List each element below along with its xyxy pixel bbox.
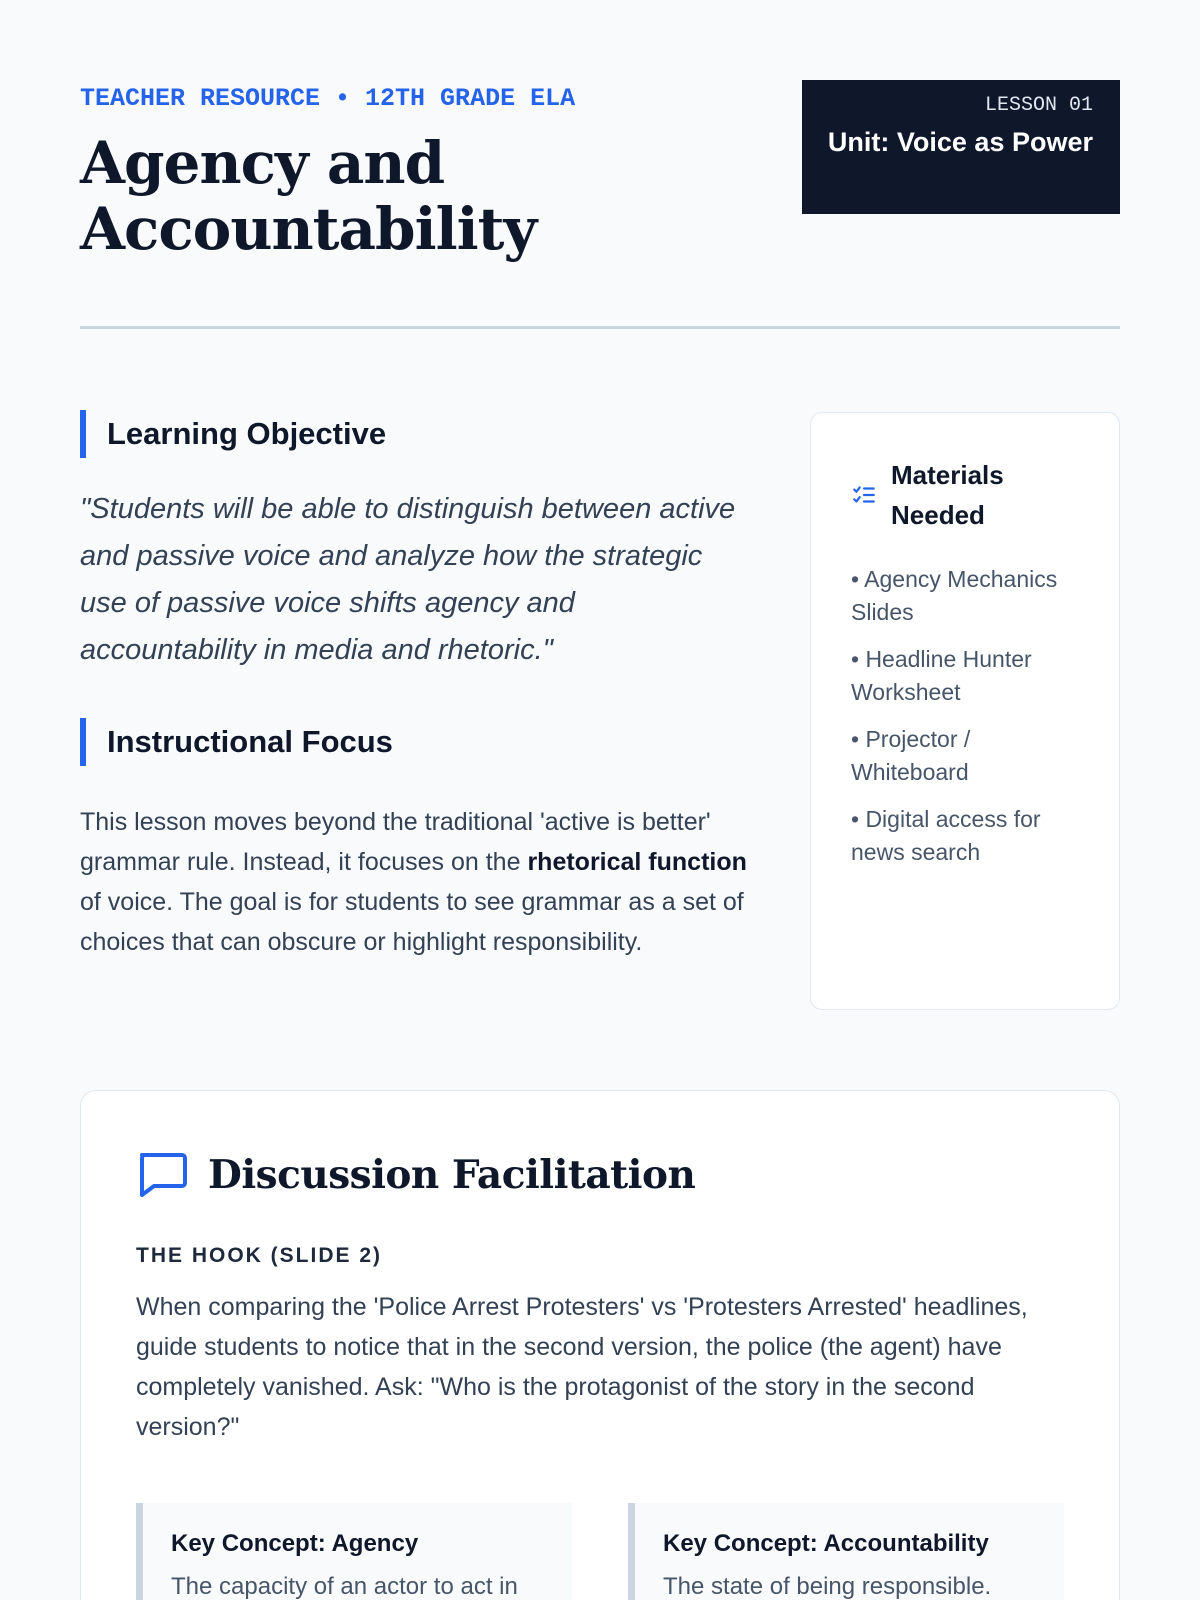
objective-heading: Learning Objective [80,410,750,458]
lesson-unit: Unit: Voice as Power [827,127,1093,157]
materials-card [810,412,1120,1010]
focus-text [80,802,750,962]
discussion-title: Discussion Facilitation [208,1152,696,1198]
resource-eyebrow: TEACHER RESOURCE • 12TH GRADE ELA [80,84,576,113]
main-content [80,410,750,962]
focus-heading: Instructional Focus [80,718,750,766]
lesson-number: LESSON 01 [984,94,1093,117]
concept-card-agency [136,1503,572,1600]
objective-text: "Students will be able to distinguish between active and passive voice and analyze how the strategic use of passive voice shifts agency and accountability in media and rhetoric." [80,493,736,666]
page-title: Agency and Accountability [80,129,537,263]
page-header [80,80,1120,262]
focus-text-end: of voice. The goal is for students to see grammar as a set of choices that can obscure or highlight responsibility. [80,888,744,956]
concept-text: The capacity of an actor to act in [171,1573,518,1600]
concept-title: Key Concept: Agency [171,1530,419,1557]
materials-item: • Headline Hunter Worksheet [851,646,1032,705]
key-concepts [136,1503,1064,1600]
discussion-header [136,1147,1064,1203]
materials-header [851,455,1079,535]
concept-card-accountability [628,1503,1064,1600]
hook-text: When comparing the 'Police Arrest Protesters' vs 'Protesters Arrested' headlines, guide students to notice that in the second version, the police (the agent) have completely vanished. Ask: "Who is the protagonist of the story in the second version?" [136,1293,1028,1441]
speech-bubble-icon [136,1150,188,1200]
concept-text: The state of being responsible. [663,1573,992,1600]
materials-list [851,563,1079,869]
materials-title: Materials Needed [891,460,1004,530]
materials-item: • Agency Mechanics Slides [851,566,1058,625]
focus-text-start: This lesson moves beyond the traditional 'active is better' grammar rule. Instead, it focuses on the [80,808,711,876]
materials-item: • Projector / Whiteboard [851,726,971,785]
materials-item: • Digital access for news search [851,806,1041,865]
header-divider [80,326,1120,329]
checklist-icon [851,482,877,508]
discussion-card [80,1090,1120,1600]
concept-title: Key Concept: Accountability [663,1530,989,1557]
hook-label: THE HOOK (SLIDE 2) [136,1244,383,1267]
focus-text-bold: rhetorical function [527,848,747,876]
lesson-badge [802,80,1120,214]
